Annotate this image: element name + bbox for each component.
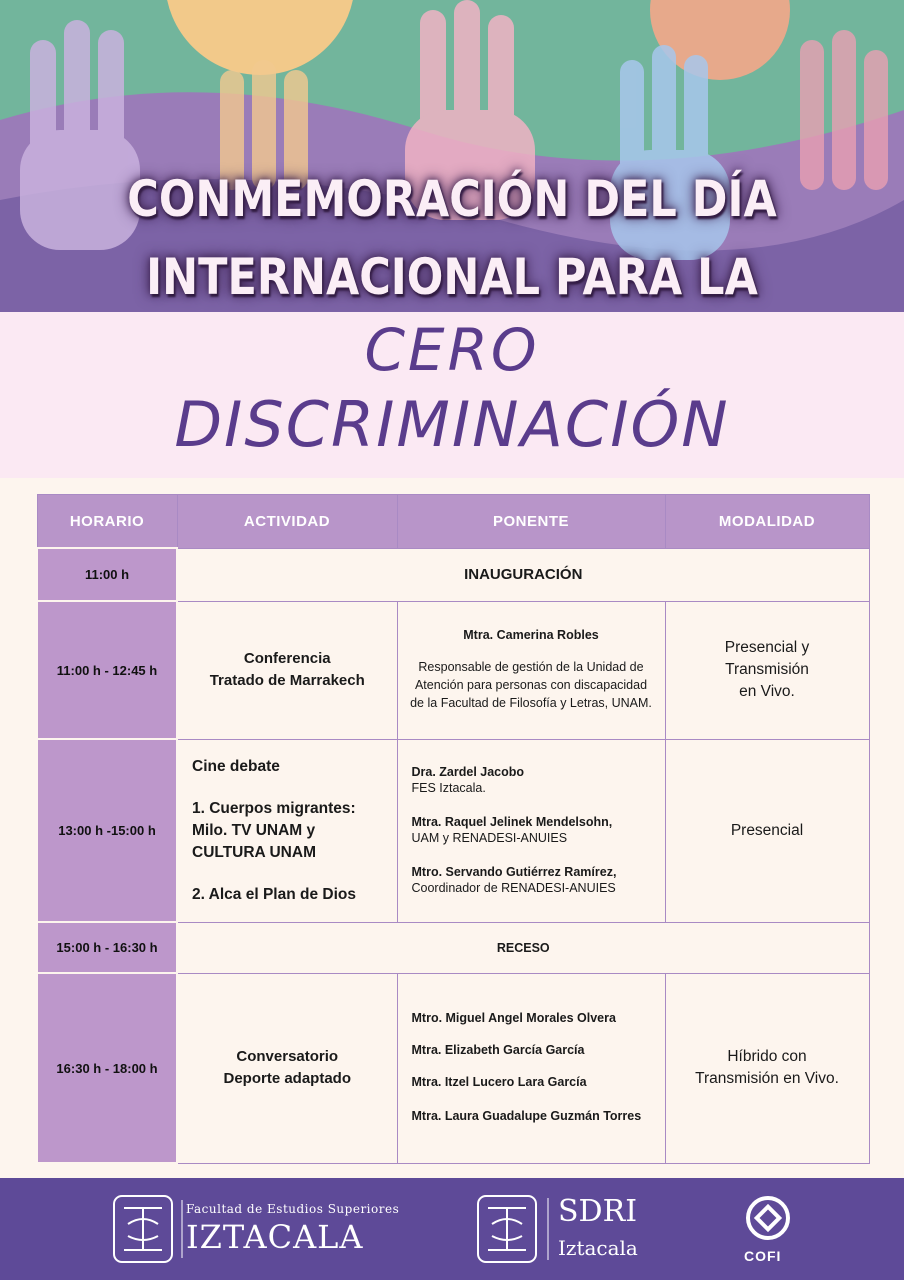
table-row <box>37 601 869 739</box>
row-time: 16:30 h - 18:00 h <box>37 973 177 1163</box>
modality-line: Transmisión en Vivo. <box>695 1070 839 1087</box>
modality-line: Transmisión <box>725 661 809 678</box>
activity-title: Cine debate <box>192 757 280 775</box>
activity-line: Deporte adaptado <box>223 1070 351 1087</box>
row-time: 11:00 h <box>37 548 177 601</box>
row-speaker <box>397 739 665 922</box>
row-modality <box>665 973 869 1163</box>
row-activity: RECESO <box>177 922 869 973</box>
speaker-affiliation: UAM y RENADESI-ANUIES <box>411 830 568 845</box>
row-activity <box>177 601 397 739</box>
row-time: 15:00 h - 16:30 h <box>37 922 177 973</box>
speaker-name: Mtro. Miguel Angel Morales Olvera <box>411 1011 616 1025</box>
activity-line: Conversatorio <box>236 1048 339 1065</box>
speaker-name: Mtro. Servando Gutiérrez Ramírez, <box>411 864 617 879</box>
table-header-row <box>37 495 869 549</box>
row-speaker <box>397 601 665 739</box>
activity-line: 1. Cuerpos migrantes: <box>192 799 356 817</box>
column-header-horario: HORARIO <box>37 495 177 549</box>
row-speaker <box>397 973 665 1163</box>
activity-line: Conferencia <box>243 650 331 667</box>
title-discriminacion: DISCRIMINACIÓN <box>174 388 730 461</box>
row-time: 13:00 h -15:00 h <box>37 739 177 922</box>
activity-line: 2. Alca el Plan de Dios <box>192 885 356 903</box>
column-header-actividad: ACTIVIDAD <box>177 495 397 549</box>
row-activity <box>177 973 397 1163</box>
column-header-modalidad: MODALIDAD <box>665 495 869 549</box>
schedule-table <box>36 494 870 1164</box>
activity-line: Milo. TV UNAM y <box>192 821 316 839</box>
footer-graphics <box>0 1178 904 1280</box>
row-modality: Presencial <box>665 739 869 922</box>
title-line-2: INTERNACIONAL PARA LA <box>146 248 758 306</box>
cofi-icon <box>748 1198 788 1238</box>
speaker-description: Responsable de gestión de la Unidad de Atención para personas con discapacidad de la Facultad de Filosofía y Letras, UNAM. <box>410 660 652 710</box>
sdri-subtitle: Iztacala <box>558 1236 638 1260</box>
row-activity <box>177 739 397 922</box>
speaker-name: Mtra. Elizabeth García García <box>411 1043 585 1057</box>
footer-logos <box>0 1178 904 1280</box>
activity-line: Tratado de Marrakech <box>209 672 365 689</box>
table-row <box>37 973 869 1163</box>
row-time: 11:00 h - 12:45 h <box>37 601 177 739</box>
modality-line: en Vivo. <box>739 683 795 700</box>
table-row <box>37 548 869 601</box>
row-activity: INAUGURACIÓN <box>177 548 869 601</box>
sdri-wordmark: SDRI <box>558 1194 638 1229</box>
speaker-name: Dra. Zardel Jacobo <box>411 764 525 779</box>
cofi-label: COFI <box>744 1248 782 1264</box>
speaker-name: Mtra. Laura Guadalupe Guzmán Torres <box>411 1109 642 1123</box>
modality-line: Presencial y <box>724 639 810 656</box>
speaker-affiliation: Coordinador de RENADESI-ANUIES <box>411 880 616 895</box>
row-modality <box>665 601 869 739</box>
title-line-1: CONMEMORACIÓN DEL DÍA <box>127 170 777 228</box>
speaker-affiliation: FES Iztacala. <box>411 780 486 795</box>
table-row <box>37 739 869 922</box>
activity-line: CULTURA UNAM <box>192 843 316 861</box>
column-header-ponente: PONENTE <box>397 495 665 549</box>
speaker-name: Mtra. Itzel Lucero Lara García <box>411 1075 587 1089</box>
unam-seal-icon <box>478 1196 536 1262</box>
speaker-name: Mtra. Camerina Robles <box>463 628 599 642</box>
fes-label: Facultad de Estudios Superiores <box>186 1202 400 1216</box>
title-cero: CERO <box>364 316 540 384</box>
table-row <box>37 922 869 973</box>
modality-line: Híbrido con <box>727 1048 807 1065</box>
speaker-name: Mtra. Raquel Jelinek Mendelsohn, <box>411 814 613 829</box>
iztacala-wordmark: IZTACALA <box>186 1218 364 1256</box>
event-title <box>63 160 840 316</box>
unam-seal-icon <box>114 1196 172 1262</box>
